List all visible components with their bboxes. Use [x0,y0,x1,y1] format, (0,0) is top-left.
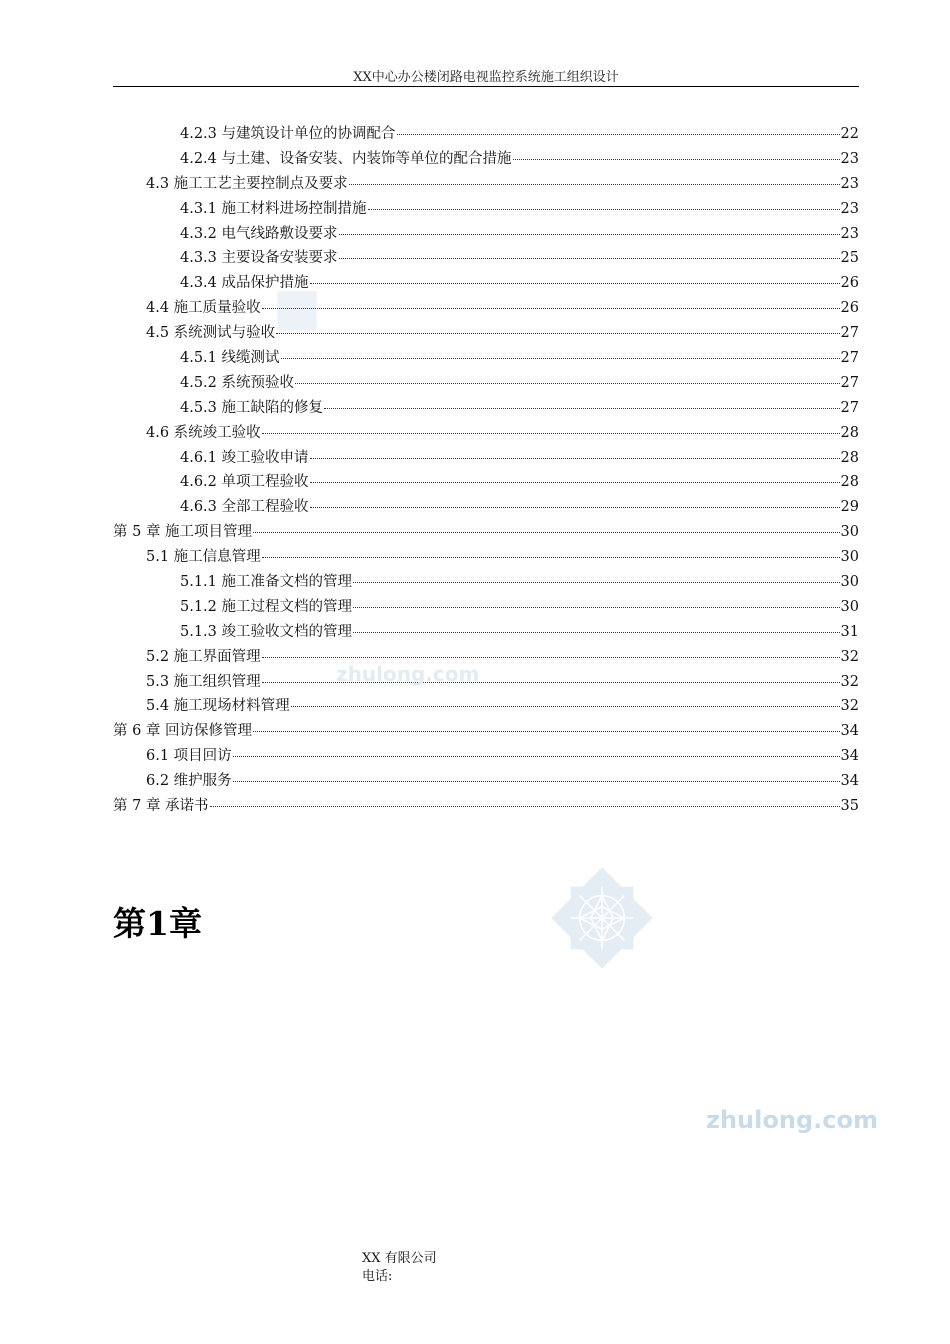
toc-entry-page-number: 30 [840,549,859,566]
toc-entry[interactable] [113,694,859,719]
toc-entry[interactable] [113,495,859,520]
toc-entry-label: 4.5 系统测试与验收 [146,325,276,342]
toc-entry-page-number: 22 [840,126,859,142]
toc-entry[interactable] [113,769,859,794]
toc-entry-label: 4.3 施工工艺主要控制点及要求 [146,175,348,192]
toc-entry-page-number: 25 [840,250,859,267]
toc-entry-label: 5.1.3 竣工验收文档的管理 [180,623,353,640]
toc-dot-leader [368,209,840,210]
toc-entry-label: 4.2.3 与建筑设计单位的协调配合 [180,126,396,142]
toc-entry[interactable] [113,421,859,446]
toc-entry[interactable] [113,271,859,296]
toc-entry[interactable] [113,620,859,645]
toc-entry-page-number: 32 [840,698,859,715]
toc-entry-page-number: 32 [840,648,859,665]
toc-entry-label: 5.1.1 施工准备文档的管理 [180,574,353,591]
toc-dot-leader [262,657,840,658]
toc-entry-page-number: 27 [840,399,859,416]
toc-entry-page-number: 23 [840,175,859,192]
toc-entry-label: 5.3 施工组织管理 [146,673,261,690]
toc-entry[interactable] [113,246,859,271]
toc-entry-label: 4.6.1 竣工验收申请 [180,449,309,466]
toc-entry-label: 6.1 项目回访 [146,748,232,765]
toc-entry[interactable] [113,595,859,620]
toc-entry[interactable] [113,296,859,321]
footer-phone-label: 电话: [362,1269,393,1284]
toc-entry-page-number: 29 [840,499,859,516]
toc-entry[interactable] [113,321,859,346]
toc-entry-page-number: 23 [840,150,859,167]
table-of-contents [113,122,859,819]
toc-dot-leader [339,234,840,235]
toc-dot-leader [310,283,840,284]
toc-entry[interactable] [113,122,859,147]
footer-company: XX 有限公司 [362,1251,437,1266]
watermark-text: zhulong.com [706,1106,878,1134]
toc-entry-page-number: 30 [840,598,859,615]
toc-entry-page-number: 26 [840,275,859,292]
toc-dot-leader [513,159,840,160]
toc-dot-leader [253,532,839,533]
toc-entry-label: 4.2.4 与土建、设备安装、内装饰等单位的配合措施 [180,150,512,167]
toc-dot-leader [353,607,840,608]
toc-entry-label: 4.5.1 线缆测试 [180,350,280,367]
toc-entry[interactable] [113,222,859,247]
toc-dot-leader [397,134,840,135]
toc-entry-label: 第 5 章 施工项目管理 [113,524,253,541]
toc-entry-label: 5.1.2 施工过程文档的管理 [180,598,353,615]
snowflake-logo-icon [546,862,658,974]
toc-dot-leader [324,408,840,409]
toc-entry-label: 4.3.3 主要设备安装要求 [180,250,338,267]
toc-entry-page-number: 27 [840,325,859,342]
toc-entry-label: 第 6 章 回访保修管理 [113,723,253,740]
toc-entry[interactable] [113,520,859,545]
page-header-title: XX中心办公楼闭路电视监控系统施工组织设计 [353,70,619,85]
toc-entry-page-number: 34 [840,748,859,765]
toc-dot-leader [291,706,840,707]
toc-dot-leader [253,731,839,732]
toc-entry[interactable] [113,794,859,819]
toc-dot-leader [310,458,840,459]
toc-entry-label: 4.4 施工质量验收 [146,300,261,317]
toc-entry[interactable] [113,545,859,570]
toc-entry[interactable] [113,371,859,396]
page-footer [362,1250,437,1286]
toc-entry[interactable] [113,446,859,471]
toc-dot-leader [281,358,840,359]
toc-dot-leader [353,582,840,583]
toc-entry[interactable] [113,172,859,197]
toc-entry-label: 4.5.3 施工缺陷的修复 [180,399,324,416]
chapter-heading: 第1章 [113,904,202,943]
toc-dot-leader [262,557,840,558]
toc-dot-leader [262,433,840,434]
toc-entry[interactable] [113,470,859,495]
toc-dot-leader [310,482,840,483]
toc-dot-leader [210,806,840,807]
watermark-text: zhulong.com [336,662,480,686]
toc-entry[interactable] [113,645,859,670]
toc-dot-leader [295,383,840,384]
toc-entry-page-number: 28 [840,424,859,441]
toc-entry[interactable] [113,346,859,371]
toc-entry-label: 5.2 施工界面管理 [146,648,261,665]
toc-entry[interactable] [113,744,859,769]
toc-entry-page-number: 34 [840,723,859,740]
toc-entry-label: 4.6.3 全部工程验收 [180,499,309,516]
toc-dot-leader [349,184,840,185]
toc-entry-label: 4.3.2 电气线路敷设要求 [180,225,338,242]
toc-entry-page-number: 28 [840,449,859,466]
toc-entry-label: 6.2 维护服务 [146,773,232,790]
toc-dot-leader [233,781,840,782]
toc-dot-leader [339,258,840,259]
toc-entry-label: 5.1 施工信息管理 [146,549,261,566]
toc-dot-leader [353,632,840,633]
toc-entry-page-number: 28 [840,474,859,491]
toc-entry[interactable] [113,396,859,421]
toc-dot-leader [310,507,840,508]
toc-entry-page-number: 30 [840,524,859,541]
toc-entry-page-number: 26 [840,300,859,317]
toc-entry-page-number: 23 [840,225,859,242]
header-rule [113,86,859,87]
toc-entry[interactable] [113,570,859,595]
toc-entry-page-number: 34 [840,773,859,790]
toc-entry[interactable] [113,197,859,222]
toc-entry-page-number: 30 [840,574,859,591]
toc-entry-page-number: 27 [840,374,859,391]
toc-entry-page-number: 32 [840,673,859,690]
toc-entry[interactable] [113,147,859,172]
toc-entry-page-number: 35 [840,798,859,815]
toc-entry-label: 4.3.4 成品保护措施 [180,275,309,292]
toc-entry-page-number: 31 [840,623,859,640]
toc-entry-label: 4.5.2 系统预验收 [180,374,295,391]
toc-entry-label: 4.6 系统竣工验收 [146,424,261,441]
toc-dot-leader [276,333,839,334]
toc-entry-page-number: 27 [840,350,859,367]
toc-entry[interactable] [113,670,859,695]
toc-entry-label: 4.3.1 施工材料进场控制措施 [180,200,367,217]
toc-entry-label: 4.6.2 单项工程验收 [180,474,309,491]
toc-dot-leader [233,756,840,757]
toc-entry[interactable] [113,719,859,744]
toc-entry-label: 第 7 章 承诺书 [113,798,209,815]
toc-entry-page-number: 23 [840,200,859,217]
toc-entry-label: 5.4 施工现场材料管理 [146,698,290,715]
toc-dot-leader [262,308,840,309]
